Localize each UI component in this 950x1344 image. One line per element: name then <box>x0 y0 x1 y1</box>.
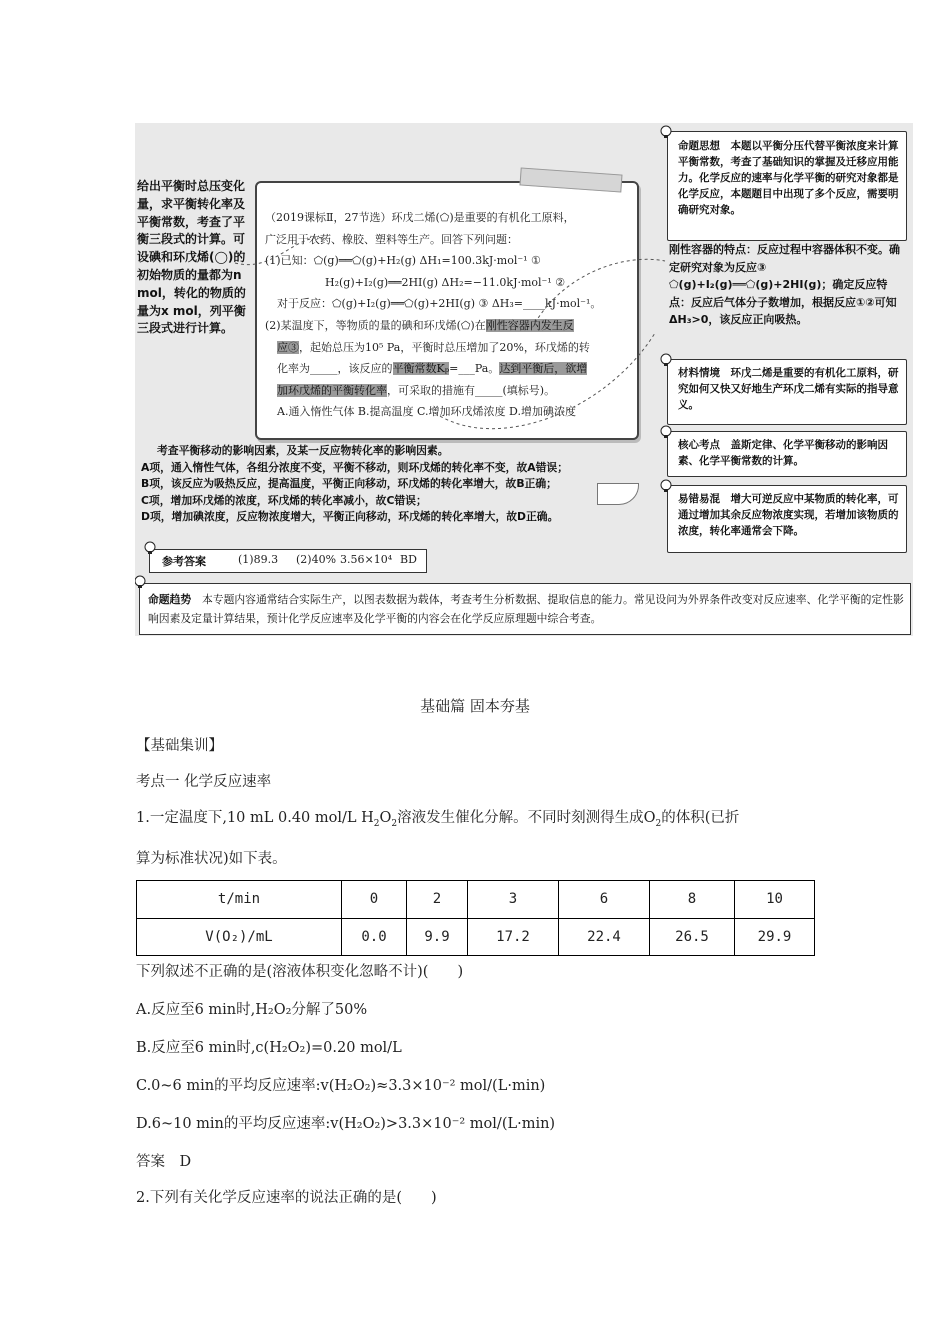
trend-tag: 命题趋势 <box>148 593 192 606</box>
text: =___Pa。 <box>449 362 500 376</box>
text: O <box>379 810 392 826</box>
box-tag: 核心考点 <box>678 439 720 451</box>
highlight: 加环戊烯的平衡转化率 <box>277 383 387 397</box>
box-tag: 材料情境 <box>678 367 720 379</box>
highlight: 刚性容器内发生反 <box>485 318 574 332</box>
option-c: C.0~6 min的平均反应速率:v(H₂O₂)≈3.3×10⁻² mol/(L·min) <box>136 1078 546 1094</box>
q1-stem-line2: 算为标准状况)如下表。 <box>136 851 287 867</box>
bottom-annotation <box>141 443 661 526</box>
lightbulb-icon <box>658 424 674 440</box>
table-cell: V(O₂)/mL <box>137 918 342 956</box>
note-line: B项，该反应为吸热反应，提高温度，平衡正向移动，环戊烯的转化率增大，故B正确； <box>141 477 557 491</box>
highlight: 达到平衡后，欲增 <box>499 362 588 376</box>
answer-tag: 参考答案 <box>162 555 206 568</box>
answer-1: (1)89.3 <box>238 553 279 566</box>
paper-line: A.通入惰性气体 B.提高温度 C.增加环戊烯浓度 D.增加碘浓度 <box>277 405 576 419</box>
paper-line: H₂(g)+I₂(g)══2HI(g) ΔH₂=−11.0kJ·mol⁻¹ ② <box>325 275 566 289</box>
trend-box <box>139 583 911 635</box>
table-row <box>137 918 815 956</box>
subscript: 2 <box>391 818 398 829</box>
subscript: 2 <box>655 818 662 829</box>
trend-content: 本专题内容通常结合实际生产，以图表数据为载体，考查考生分析数据、提取信息的能力。常见设问为外界条件改变对反应速率、化学平衡的定性影响因素及定量计算结果，预计化学反应速率及化学平衡的内容会在化学反应原理题中综合考查。 <box>148 593 904 625</box>
lightbulb-icon <box>142 540 158 556</box>
q1-ask: 下列叙述不正确的是(溶液体积变化忽略不计)( ) <box>136 964 464 980</box>
core-box <box>667 431 907 477</box>
q2-stem: 2.下列有关化学反应速率的说法正确的是( ) <box>136 1190 437 1206</box>
paper-line: （2019课标Ⅱ，27节选）环戊二烯(⬠)是重要的有机化工原料， <box>265 211 575 224</box>
table-cell: 26.5 <box>650 918 735 956</box>
table-row <box>137 881 815 919</box>
q1-stem-line1 <box>136 806 739 829</box>
material-box <box>667 359 907 425</box>
topic-heading: 考点一 化学反应速率 <box>136 774 272 790</box>
table-cell: 2 <box>407 881 468 919</box>
note-line: C项，增加环戊烯的浓度，环戊烯的转化率减小，故C错误； <box>141 493 427 507</box>
table-cell: 3 <box>468 881 559 919</box>
right-annotation: 刚性容器的特点：反应过程中容器体积不变。确定研究对象为反应③ ⬠(g)+I₂(g)══⬠(g)+2HI(g)；确定反应特点：反应后气体分子数增加，根据反应①②可知ΔH₃>0，该反应正向吸热。 <box>669 243 900 326</box>
text: ，起始总压为10⁵ Pa，平衡时总压增加了20%，环戊烯的转 <box>299 340 590 354</box>
text: ，可采取的措施有_____(填标号)。 <box>387 383 556 397</box>
option-a: A.反应至6 min时,H₂O₂分解了50% <box>136 1002 368 1018</box>
highlight: 平衡常数Kₚ <box>392 362 450 376</box>
idea-box <box>667 131 907 241</box>
note-line: D项，增加碘浓度，反应物浓度增大，平衡正向移动，环戊烯的转化率增大，故D正确。 <box>141 510 559 524</box>
annotated-exam-figure <box>135 123 913 636</box>
highlight: 应③ <box>277 340 299 354</box>
subscript: 2 <box>373 818 380 829</box>
q1-answer: 答案 D <box>136 1154 192 1170</box>
paper-line: (1)已知：⬠(g)══⬠(g)+H₂(g) ΔH₁=100.3kJ·mol⁻¹ ① <box>265 254 541 268</box>
sub-title: 【基础集训】 <box>136 738 223 754</box>
table-cell: 0 <box>342 881 407 919</box>
answer-2: (2)40% <box>296 553 337 566</box>
lightbulb-icon <box>135 574 148 590</box>
table-cell: 0.0 <box>342 918 407 956</box>
note-line: 考查平衡移动的影响因素，及某一反应物转化率的影响因素。 <box>157 444 449 457</box>
table-cell: 6 <box>559 881 650 919</box>
note-line: A项，通入惰性气体，各组分浓度不变，平衡不移动，则环戊烯的转化率不变，故A错误； <box>141 460 568 474</box>
text: (2)某温度下，等物质的量的碘和环戊烯(⬠)在 <box>265 318 486 332</box>
reference-answer-bar <box>149 549 427 573</box>
box-text: 增大可逆反应中某物质的转化率，可通过增加其余反应物浓度实现，若增加该物质的浓度，转化率通常会下降。 <box>678 493 899 537</box>
section-title: 基础篇 固本夯基 <box>420 697 530 715</box>
text: 1.一定温度下,10 mL 0.40 mol/L H <box>136 810 374 826</box>
paper-line: 广泛用于农药、橡胶、塑料等生产。回答下列问题： <box>265 232 518 246</box>
option-b: B.反应至6 min时,c(H₂O₂)=0.20 mol/L <box>136 1040 402 1056</box>
error-box <box>667 485 907 553</box>
answer-4: BD <box>400 553 417 566</box>
table-cell: 17.2 <box>468 918 559 956</box>
box-tag: 命题思想 <box>678 140 720 152</box>
box-text: 盖斯定律、化学平衡移动的影响因素、化学平衡常数的计算。 <box>678 439 888 467</box>
box-text: 环戊二烯是重要的有机化工原料，研究如何又快又好地生产环戊二烯有实际的指导意义。 <box>678 367 899 411</box>
text: 的体积(已折 <box>661 810 740 826</box>
data-table <box>136 880 815 956</box>
table-cell: 29.9 <box>735 918 815 956</box>
table-cell: 22.4 <box>559 918 650 956</box>
table-cell: 10 <box>735 881 815 919</box>
box-tag: 易错易混 <box>678 493 720 505</box>
text: 化率为_____，该反应的 <box>277 362 393 376</box>
table-cell: 9.9 <box>407 918 468 956</box>
lightbulb-icon <box>658 352 674 368</box>
lightbulb-icon <box>658 124 674 140</box>
table-cell: t/min <box>137 881 342 919</box>
paper-line: 对于反应：⬠(g)+I₂(g)══⬠(g)+2HI(g) ③ ΔH₃=____kJ·mol⁻¹。 <box>277 297 602 311</box>
option-d: D.6~10 min的平均反应速率:v(H₂O₂)>3.3×10⁻² mol/(L·min) <box>136 1116 556 1132</box>
answer-3: 3.56×10⁴ <box>340 553 393 566</box>
text: 溶液发生催化分解。不同时刻测得生成O <box>397 810 656 826</box>
left-annotation: 给出平衡时总压变化量，求平衡转化率及平衡常数，考查了平衡三段式的计算。可设碘和环戊烯(◯)的初始物质的量都为n mol，转化的物质的量为x mol，列平衡三段式进行计算。 <box>137 179 246 336</box>
box-text: 本题以平衡分压代替平衡浓度来计算平衡常数，考查了基础知识的掌握及迁移应用能力。化学反应的速率与化学平衡的研究对象都是化学反应，本题题目中出现了多个反应，需要明确研究对象。 <box>678 140 899 216</box>
table-cell: 8 <box>650 881 735 919</box>
